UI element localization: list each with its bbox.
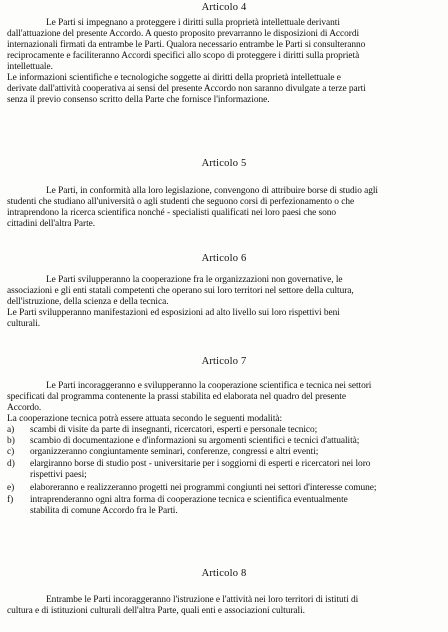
article-4-line: derivate dall'attività cooperativa ai sensi del presente Accordo non saranno divulgate a terze parti — [7, 84, 366, 94]
article-5-line: cittadini dell'altra Parte. — [7, 219, 96, 229]
article-7-line: specificati dal programma contenente la prassi stabilita ed elaborata nel quadro del presente — [7, 392, 346, 402]
list-item: organizzeranno congiuntamente seminari, conferenze, congressi e altri eventi; — [30, 447, 319, 457]
article-6-line: culturali. — [7, 319, 41, 329]
article-4-line: reciprocamente e faciliteranno Accordi specifici allo scopo di proteggere i diritti sulla proprietà — [7, 51, 360, 61]
list-item-continuation: rispettivi paesi; — [30, 470, 87, 480]
list-item-marker: c) — [7, 447, 15, 457]
article-8-line: cultura e di istituzioni culturali dell'altra Parte, quali enti e associazioni culturali. — [7, 606, 305, 616]
article-4-line: internazionali firmati da entrambe le Parti. Qualora necessario entrambe le Parti si consulteranno — [7, 40, 366, 50]
list-item-marker: f) — [7, 495, 14, 505]
list-item-continuation: stabilita di comune Accordo fra le Parti. — [30, 506, 178, 516]
article-7-line: La cooperazione tecnica potrà essere attuata secondo le seguenti modalità: — [7, 414, 283, 424]
list-item: scambi di visite da parte di insegnanti, ricercatori, esperti e personale tecnico; — [30, 425, 318, 435]
list-item-marker: e) — [7, 483, 15, 493]
article-4-line: Le informazioni scientifiche e tecnologiche soggette ai diritti della proprietà intellettuale e — [7, 73, 341, 83]
article-4-line: intellettuale. — [7, 62, 53, 72]
list-item-marker: b) — [7, 436, 15, 446]
article-7-heading: Articolo 7 — [201, 356, 247, 367]
list-item: elargiranno borse di studio post - universitarie per i soggiorni di esperti e ricercatori nei loro — [30, 459, 371, 469]
article-8-line: Entrambe le Parti incoraggeranno l'istruzione e l'attività nei loro territori di istituti di — [46, 595, 359, 605]
article-6-line: dell'istruzione, della scienza e della tecnica. — [7, 297, 169, 307]
article-7-line: Le Parti incoraggeranno e svilupperanno la cooperazione scientifica e tecnica nei settori — [46, 381, 372, 391]
list-item-marker: d) — [7, 459, 15, 469]
list-item: scambio di documentazione e d'informazioni su argomenti scientifici e tecnici d'attualità; — [30, 436, 360, 446]
list-item: elaboreranno e realizzeranno progetti nei programmi congiunti nei settori d'interesse comune; — [30, 483, 377, 493]
article-7-line: Accordo. — [7, 403, 42, 413]
article-4-line: senza il previo consenso scritto della Parte che fornisce l'informazione. — [7, 95, 270, 105]
article-5-line: Le Parti, in conformità alla loro legislazione, convengono di attribuire borse di studio agli — [46, 186, 378, 196]
article-8-heading: Articolo 8 — [201, 568, 247, 579]
article-6-heading: Articolo 6 — [201, 253, 247, 264]
article-6-line: Le Parti svilupperanno manifestazioni ed esposizioni ad alto livello sui loro rispettivi beni — [7, 308, 340, 318]
article-5-line: studenti che studiano all'università o agli studenti che seguono corsi di perfezionamento o che — [7, 197, 355, 207]
article-6-line: Le Parti svilupperanno la cooperazione fra le organizzazioni non governative, le — [46, 275, 343, 285]
article-6-line: associazioni e gli enti statali competenti che operano sui loro territori nel settore della cultura, — [7, 286, 354, 296]
list-item: intraprenderanno ogni altra forma di cooperazione tecnica e scientifica eventualmente — [30, 495, 348, 505]
article-5-line: intraprendono la ricerca scientifica nonché - specialisti qualificati nei loro paesi che sono — [7, 208, 337, 218]
list-item-marker: a) — [7, 425, 15, 435]
article-4-heading: Articolo 4 — [201, 2, 247, 13]
article-4-line: dall'attuazione del presente Accordo. A questo proposito prevarranno le disposizioni di Accordi — [7, 29, 360, 39]
article-5-heading: Articolo 5 — [201, 158, 247, 169]
article-4-line: Le Parti si impegnano a proteggere i diritti sulla proprietà intellettuale derivanti — [46, 18, 340, 28]
